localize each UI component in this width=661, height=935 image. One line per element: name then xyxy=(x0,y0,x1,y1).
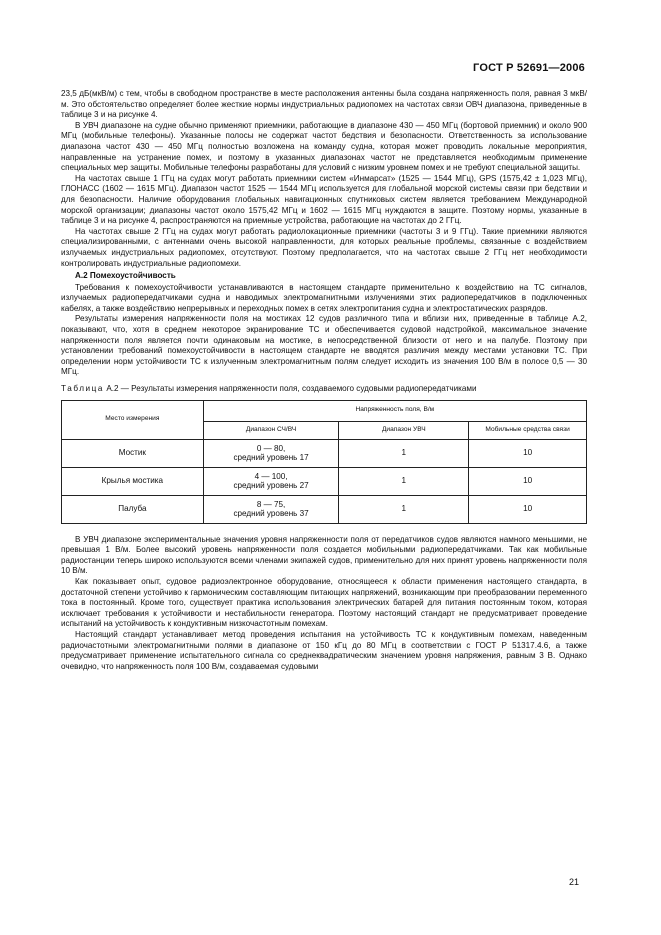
table-caption-label: Таблица xyxy=(61,384,105,394)
field-strength-table xyxy=(61,400,587,524)
cell-range: 0 — 80, xyxy=(256,443,286,453)
paragraph: На частотах свыше 2 ГГц на судах могут работать радиолокационные приемники (частоты 3 и 9 ГГц). Такие приемники являются специализированными, с антеннами очень высокой направленности, для которых реальные проблемы, связанные с воздействием излучаемых индустриальных радиопомех, отсутствуют. Поэтому предполагается, что на частотах свыше 2 ГГц нет необходимости контролировать индустриальные радиопомехи. xyxy=(61,226,587,268)
table-row xyxy=(62,467,587,495)
cell-average: средний уровень 27 xyxy=(233,481,309,491)
cell-mobile: 10 xyxy=(469,439,587,467)
paragraph: 23,5 дБ(мкВ/м) с тем, чтобы в свободном пространстве в месте расположения антенны была создана напряженность поля, равная 3 мкВ/м. Это обстоятельство определяет более жесткие нормы индустриальных радиопомех на частотах связи ОВЧ диапазона, приведенные в таблице 3 и на рисунке 4. xyxy=(61,89,587,120)
cell-mf-hf xyxy=(203,495,339,523)
cell-uhf: 1 xyxy=(339,439,469,467)
table-caption-text: А.2 — Результаты измерения напряженности поля, создаваемого судовыми радиопередатчиками xyxy=(106,384,477,394)
cell-average: средний уровень 17 xyxy=(233,453,309,463)
cell-average: средний уровень 37 xyxy=(233,509,309,519)
cell-uhf: 1 xyxy=(339,467,469,495)
cell-mobile: 10 xyxy=(469,467,587,495)
page-content xyxy=(61,89,587,672)
cell-location: Палуба xyxy=(62,495,204,523)
cell-range: 8 — 75, xyxy=(256,499,286,509)
cell-mf-hf xyxy=(203,439,339,467)
paragraph: Настоящий стандарт устанавливает метод проведения испытания на устойчивость ТС к кондуктивным помехам, наведенным радиочастотными электромагнитными полями в диапазоне от 150 кГц до 80 МГц в соответствии с ГОСТ Р 51317.4.6, а также предусматривает применение испытательного сигнала со среднеквадратическим значением уровня напряжения, равным 3 В. Однако очевидно, что напряженность поля 100 В/м, создаваемая судовыми xyxy=(61,629,587,671)
paragraph: На частотах свыше 1 ГГц на судах могут работать приемники систем «Инмарсат» (1525 — 1544 МГц), GPS (1575,42 ± 1,023 МГц), ГЛОНАСС (1602 — 1615 МГц). Диапазон частот 1525 — 1544 МГц используется для глобальной морской системы связи при бедствии и для безопасности. Наличие оборудования глобальных навигационных спутниковых систем является требованием Международной морской организации; диапазоны частот около 1575,42 МГц и 1602 — 1615 МГц нуждаются в защите. Поэтому нормы, указанные в таблице 3 и на рисунке 4, распространяются на приемные устройства, работающие на частотах до 2 ГГц. xyxy=(61,173,587,226)
paragraph: Требования к помехоустойчивости устанавливаются в настоящем стандарте применительно к воздействию на ТС сигналов, излучаемых радиопередатчиками судна и наводимых электромагнитными излучениями этих радиопередатчиков в подключенных кабелях, а также воздействию непрерывных и переходных помех в сетях электропитания судна и электростатических разрядов. xyxy=(61,282,587,313)
header-location: Место измерения xyxy=(62,400,204,439)
header-mobile: Мобильные средства связи xyxy=(469,421,587,439)
header-uhf: Диапазон УВЧ xyxy=(339,421,469,439)
section-title: А.2 Помехоустойчивость xyxy=(75,271,176,281)
table-row xyxy=(62,439,587,467)
cell-location: Мостик xyxy=(62,439,204,467)
paragraph: Результаты измерения напряженности поля на мостиках 12 судов различного типа и вблизи них, приведенные в таблице А.2, показывают, что, хотя в среднем некоторое экранирование ТС и обеспечивается судовой надстройкой, максимальное значение напряженности поля является почти одинаковым на мостике, в непосредственной близости от него и на палубе. Поэтому при установлении требований помехоустойчивости в настоящем стандарте не вводятся различия между местами установки ТС. При определении норм устойчивости ТС к излученным электромагнитным полям следует исходить из значения 100 В/м в полосе 0,5 — 30 МГц. xyxy=(61,314,587,377)
paragraph: Как показывает опыт, судовое радиоэлектронное оборудование, относящееся к области применения настоящего стандарта, в достаточной степени устойчиво к гармоническим составляющим питающих напряжений, возникающим при преобразовании переменного тока в постоянный. Кроме того, существует практика использования электрических батарей для питания постоянным током, которая исключает требования к устойчивости и нестабильности генератора. Поэтому настоящий стандарт не предусматривает проведение испытаний на устойчивость к кондуктивным низкочастотным помехам. xyxy=(61,577,587,629)
header-mf-hf: Диапазон СЧ/ВЧ xyxy=(203,421,339,439)
cell-location: Крылья мостика xyxy=(62,467,204,495)
header-field-strength: Напряженность поля, В/м xyxy=(203,400,586,421)
cell-mf-hf xyxy=(203,467,339,495)
cell-uhf: 1 xyxy=(339,495,469,523)
table-row xyxy=(62,495,587,523)
paragraph: В УВЧ диапазоне экспериментальные значения уровня напряженности поля от передатчиков судов являются намного меньшими, не превышая 1 В/м. Более высокий уровень напряженности поля создается мобильными радиопередатчиками. Так как мобильные радиостанции теперь широко используются всеми членами экипажей судов, применительно для них принят уровень напряженности поля 10 В/м. xyxy=(61,534,587,576)
cell-mobile: 10 xyxy=(469,495,587,523)
paragraph: В УВЧ диапазоне на судне обычно применяют приемники, работающие в диапазоне 430 — 450 МГц (бортовой приемник) и около 900 МГц (мобильные телефоны). Указанные полосы не содержат частот бедствия и безопасности. Ответственность за использование диапазона частот 430 — 450 МГц полностью возложена на команду судна, которая может проводить локальные мероприятия, направленные на устранение помех, и поэтому в указанных диапазонах частот не представляется необходимым применение специальных мер защиты. Мобильные телефоны разработаны для условий с низким уровнем помех и не требуют специальной защиты. xyxy=(61,120,587,173)
cell-range: 4 — 100, xyxy=(254,471,288,481)
page-number: 21 xyxy=(569,877,580,887)
document-header: ГОСТ Р 52691—2006 xyxy=(473,62,585,74)
table-caption xyxy=(61,384,587,395)
